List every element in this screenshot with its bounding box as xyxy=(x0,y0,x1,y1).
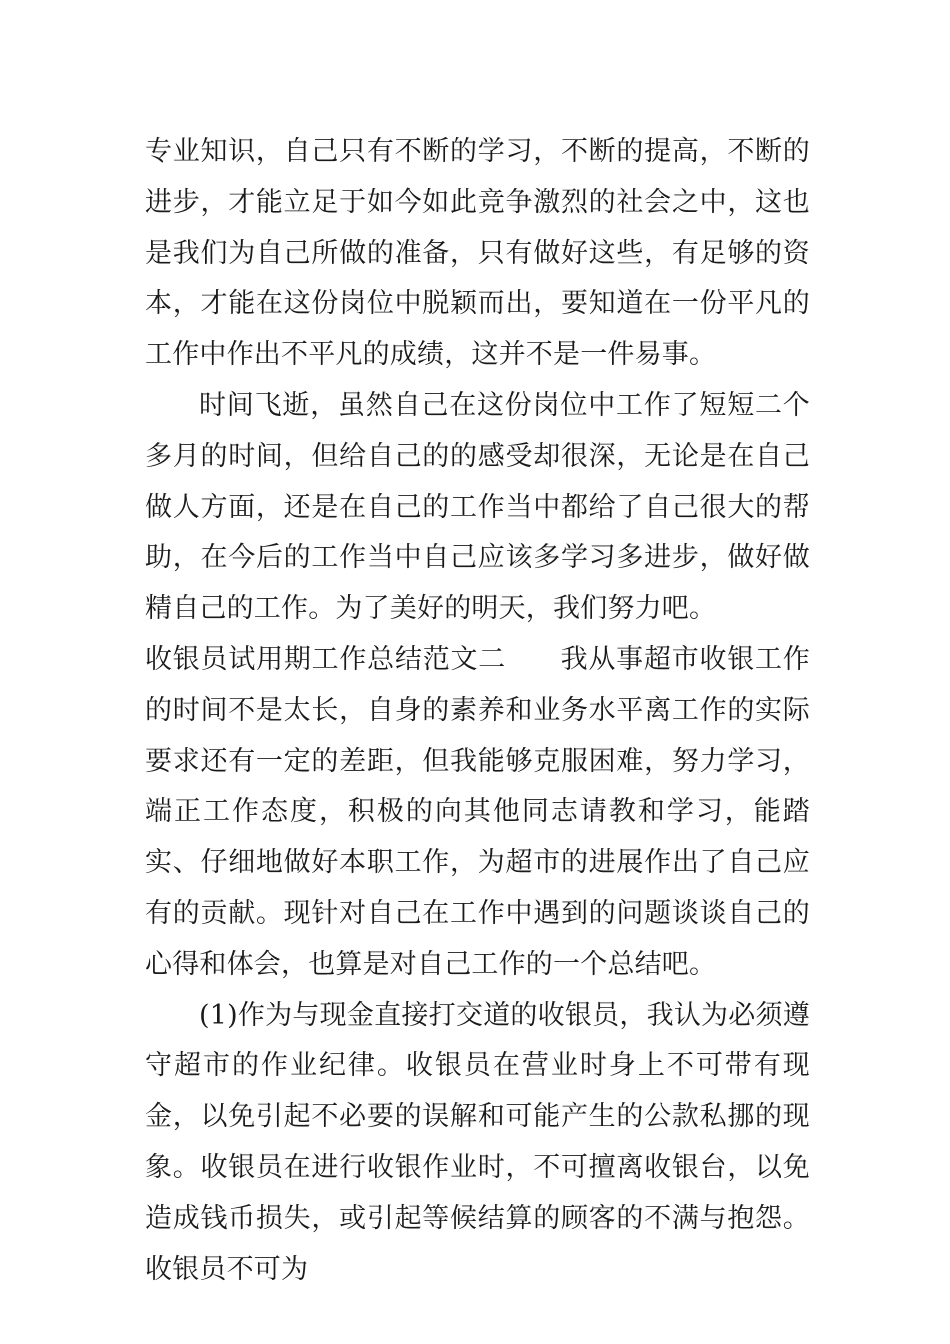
section-paragraph xyxy=(145,635,810,991)
paragraph-reflection: 时间飞逝，虽然自己在这份岗位中工作了短短二个多月的时间，但给自己的的感受却很深，无论是在自己做人方面，还是在自己的工作当中都给了自己很大的帮助，在今后的工作当中自己应该多学习多进步，做好做精自己的工作。为了美好的明天，我们努力吧。 xyxy=(145,389,810,625)
paragraph-continuation: 专业知识，自己只有不断的学习，不断的提高，不断的进步，才能立足于如今如此竞争激烈的社会之中，这也是我们为自己所做的准备，只有做好这些，有足够的资本，才能在这份岗位中脱颖而出，要知道在一份平凡的工作中作出不平凡的成绩，这并不是一件易事。 xyxy=(145,136,810,371)
document-body xyxy=(145,127,810,1295)
paragraph-point-1: (1)作为与现金直接打交道的收银员，我认为必须遵守超市的作业纪律。收银员在营业时身上不可带有现金，以免引起不必要的误解和可能产生的公款私挪的现象。收银员在进行收银作业时，不可擅离收银台，以免造成钱币损失，或引起等候结算的顾客的不满与抱怨。收银员不可为 xyxy=(145,999,810,1285)
section-body: 我从事超市收银工作的时间不是太长，自身的素养和业务水平离工作的实际要求还有一定的差距，但我能够克服困难，努力学习，端正工作态度，积极的向其他同志请教和学习，能踏实、仔细地做好本职工作，为超市的进展作出了自己应有的贡献。现针对自己在工作中遇到的问题谈谈自己的心得和体会，也算是对自己工作的一个总结吧。 xyxy=(145,643,810,980)
section-title: 收银员试用期工作总结范文二 xyxy=(145,643,507,675)
